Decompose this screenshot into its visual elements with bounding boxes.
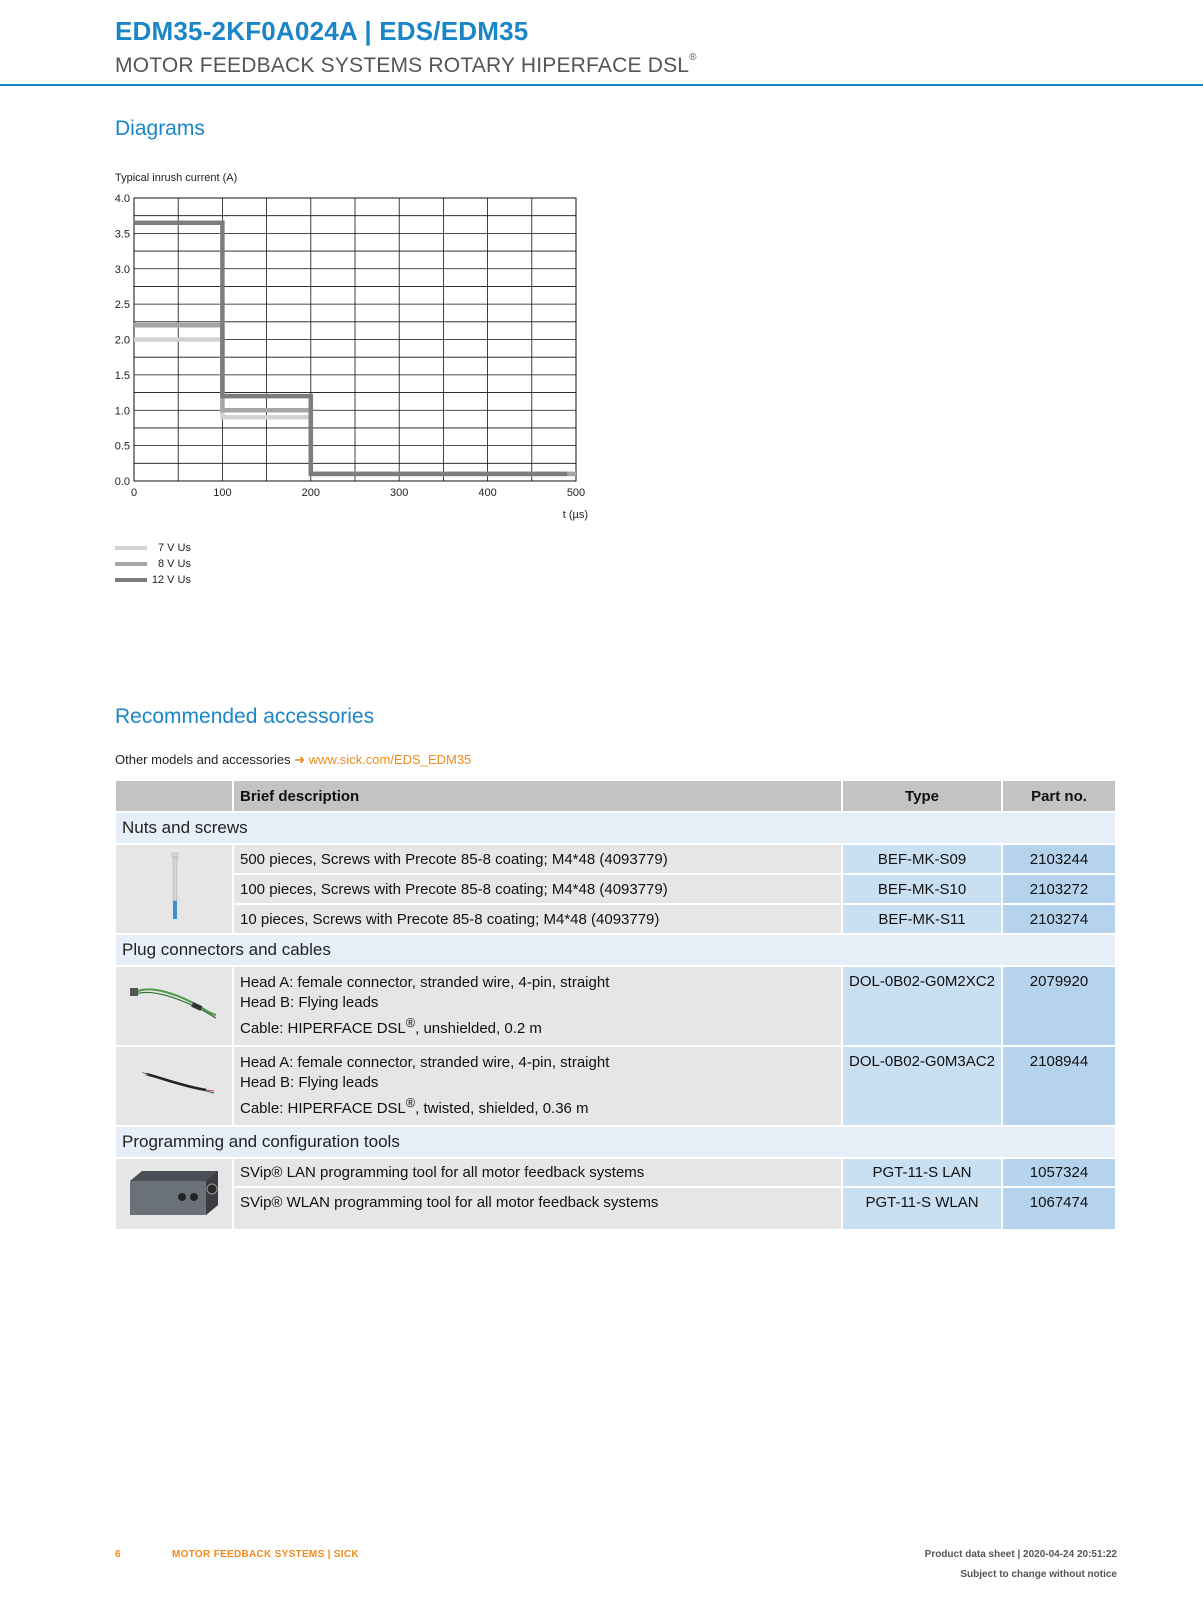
programming-tool-icon — [122, 1159, 226, 1225]
legend-swatch — [115, 578, 147, 582]
legend-item-7v — [115, 540, 191, 556]
screw-image — [116, 845, 232, 933]
accessories-note — [115, 752, 471, 768]
legend-swatch — [115, 562, 147, 566]
chart-y-label: Typical inrush current (A) — [115, 172, 238, 184]
header-type: Type — [843, 781, 1001, 811]
footer-doc-name: MOTOR FEEDBACK SYSTEMS | SICK — [172, 1549, 359, 1560]
row-description — [234, 967, 841, 1045]
row-description — [234, 1047, 841, 1125]
subtitle-text: MOTOR FEEDBACK SYSTEMS ROTARY HIPERFACE DSL — [115, 54, 690, 77]
row-type: PGT-11-S WLAN — [843, 1188, 1001, 1229]
inrush-current-chart — [108, 190, 608, 530]
row-part-no: 2108944 — [1003, 1047, 1115, 1125]
row-type: PGT-11-S LAN — [843, 1159, 1001, 1186]
page-subtitle — [115, 54, 697, 78]
x-tick-label: 200 — [301, 487, 320, 499]
diagrams-heading: Diagrams — [115, 117, 205, 140]
registered-mark: ® — [405, 1096, 416, 1110]
cable-image — [116, 967, 232, 1045]
cable-icon — [122, 1054, 226, 1114]
y-tick-label: 0.5 — [114, 440, 130, 453]
table-row — [116, 845, 1115, 873]
arrow-right-icon: ➜ — [294, 752, 306, 767]
legend-label: 7 V Us — [157, 542, 191, 554]
desc-line-cable — [240, 1013, 835, 1039]
row-type: DOL-0B02-G0M2XC2 — [843, 967, 1001, 1045]
chart-legend — [115, 540, 191, 588]
group-title: Programming and configuration tools — [116, 1127, 1115, 1157]
row-type: BEF-MK-S10 — [843, 875, 1001, 903]
table-row — [116, 1188, 1115, 1229]
x-tick-label: 400 — [478, 487, 497, 499]
cable-image — [116, 1047, 232, 1125]
y-tick-label: 3.5 — [114, 228, 130, 241]
group-row — [116, 813, 1115, 843]
programming-tool-image — [116, 1159, 232, 1229]
y-tick-label: 4.0 — [114, 193, 130, 205]
cable-text: Cable: HIPERFACE DSL — [240, 1020, 406, 1037]
desc-line-head-b: Head B: Flying leads — [240, 1074, 379, 1091]
group-row — [116, 1127, 1115, 1157]
row-part-no: 1067474 — [1003, 1188, 1115, 1229]
table-row — [116, 1047, 1115, 1125]
registered-mark: ® — [405, 1016, 416, 1030]
row-part-no: 2103244 — [1003, 845, 1115, 873]
page-title: EDM35-2KF0A024A | EDS/EDM35 — [115, 16, 529, 46]
header-description: Brief description — [234, 781, 841, 811]
footer-notice: Subject to change without notice — [960, 1569, 1117, 1580]
header-rule — [0, 84, 1203, 86]
cable-text-rest: , twisted, shielded, 0.36 m — [415, 1100, 589, 1117]
legend-label: 12 V Us — [151, 574, 191, 586]
y-tick-label: 1.0 — [114, 405, 130, 418]
row-part-no: 2103272 — [1003, 875, 1115, 903]
legend-label: 8 V Us — [157, 558, 191, 570]
accessories-heading: Recommended accessories — [115, 705, 375, 728]
table-row — [116, 875, 1115, 903]
legend-swatch — [115, 546, 147, 550]
x-tick-label: 100 — [213, 487, 232, 499]
x-tick-label: 300 — [390, 487, 409, 499]
screw-icon — [122, 845, 226, 929]
x-tick-label: 500 — [566, 487, 586, 499]
table-row — [116, 905, 1115, 933]
desc-line-head-a: Head A: female connector, stranded wire, 4-pin, straight — [240, 1054, 610, 1071]
legend-item-8v — [115, 556, 191, 572]
footer-sheet-info: Product data sheet | 2020-04-24 20:51:22 — [924, 1549, 1117, 1560]
y-tick-label: 2.5 — [114, 299, 130, 312]
row-part-no: 2079920 — [1003, 967, 1115, 1045]
accessories-link[interactable]: www.sick.com/EDS_EDM35 — [308, 752, 472, 767]
desc-line-head-b: Head B: Flying leads — [240, 994, 379, 1011]
accessories-table — [114, 779, 1117, 1231]
row-description: 10 pieces, Screws with Precote 85-8 coating; M4*48 (4093779) — [234, 905, 841, 933]
note-text: Other models and accessories — [115, 752, 291, 767]
table-header-row — [116, 781, 1115, 811]
y-tick-label: 3.0 — [114, 263, 130, 276]
registered-mark: ® — [689, 52, 697, 63]
legend-item-12v — [115, 572, 191, 588]
group-title: Plug connectors and cables — [116, 935, 1115, 965]
row-description: 500 pieces, Screws with Precote 85-8 coating; M4*48 (4093779) — [234, 845, 841, 873]
y-tick-label: 0.0 — [114, 476, 130, 488]
header-image-cell — [116, 781, 232, 811]
table-row — [116, 1159, 1115, 1186]
desc-line-head-a: Head A: female connector, stranded wire, 4-pin, straight — [240, 974, 610, 991]
row-part-no: 2103274 — [1003, 905, 1115, 933]
desc-line-cable — [240, 1093, 835, 1119]
header-part-no: Part no. — [1003, 781, 1115, 811]
page-number: 6 — [115, 1549, 121, 1560]
row-type: DOL-0B02-G0M3AC2 — [843, 1047, 1001, 1125]
row-type: BEF-MK-S09 — [843, 845, 1001, 873]
table-row — [116, 967, 1115, 1045]
cable-icon — [122, 974, 226, 1034]
cable-text-rest: , unshielded, 0.2 m — [415, 1020, 542, 1037]
row-part-no: 1057324 — [1003, 1159, 1115, 1186]
group-row — [116, 935, 1115, 965]
row-description: 100 pieces, Screws with Precote 85-8 coating; M4*48 (4093779) — [234, 875, 841, 903]
row-description: SVip® LAN programming tool for all motor feedback systems — [234, 1159, 841, 1186]
y-tick-label: 2.0 — [114, 334, 130, 347]
row-type: BEF-MK-S11 — [843, 905, 1001, 933]
series-line-3 — [134, 223, 567, 474]
cable-text: Cable: HIPERFACE DSL — [240, 1100, 406, 1117]
x-tick-label: 0 — [130, 487, 138, 499]
x-axis-label: t (µs) — [562, 509, 588, 521]
row-description: SVip® WLAN programming tool for all motor feedback systems — [234, 1188, 841, 1229]
y-tick-label: 1.5 — [114, 369, 130, 382]
group-title: Nuts and screws — [116, 813, 1115, 843]
